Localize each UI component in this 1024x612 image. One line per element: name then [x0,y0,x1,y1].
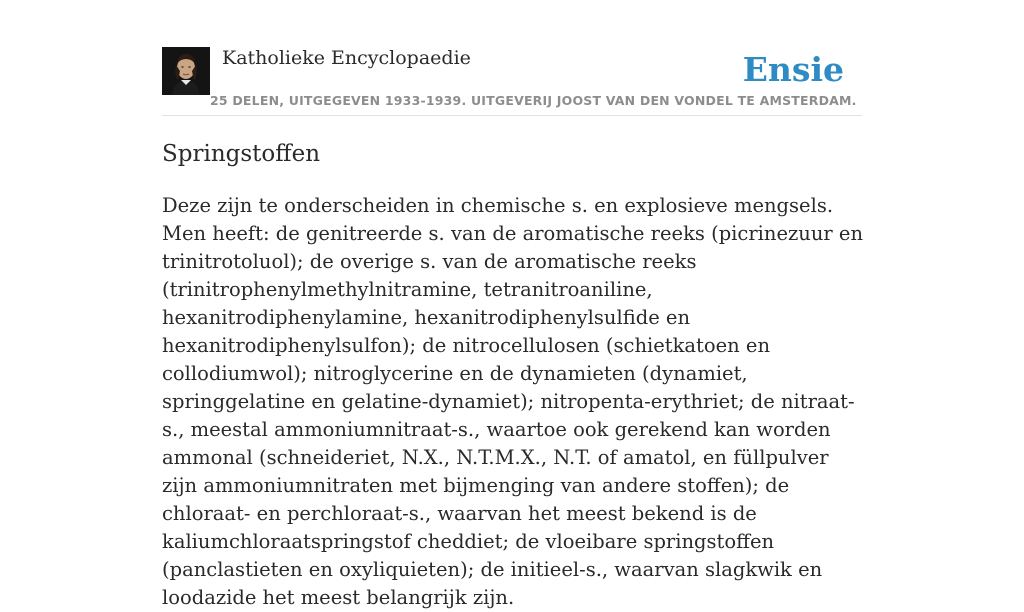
portrait-avatar-icon[interactable] [162,47,210,95]
source-title[interactable]: Katholieke Encyclopaedie [222,47,471,69]
brand-logo-link[interactable]: Ensie [742,50,844,89]
article-body: Deze zijn te onderscheiden in chemische s. en explosieve mengsels. Men heeft: de genitreerde s. van de aromatische reeks (picrinezuur en trinitrotoluol); de overige s. van de aromatische reeks (trinitrophenylmethylnitramine, tetranitroaniline, hexanitrodiphenylamine, hexanitrodiphenylsulfide en hexanitrodiphenylsulfon); de nitrocellulosen (schietkatoen en collodiumwol); nitroglycerine en de dynamieten (dynamiet, springgelatine en gelatine-dynamiet); nitropenta-erythriet; de nitraat-s., meestal ammoniumnitraat-s., waartoe ook gerekend kan worden ammonal (schneideriet, N.X., N.T.M.X., N.T. of amatol, en füllpulver zijn ammoniumnitraten met bijmenging van andere stoffen); de chloraat- en perchloraat-s., waarvan het meest bekend is de kaliumchloraatspringstof cheddiet; de vloeibare springstoffen (panclastieten en oxyliquieten); de initieel-s., waarvan slagkwik en loodazide het meest belangrijk zijn. [162,194,864,609]
source-header [162,44,862,116]
source-subtitle: 25 DELEN, UITGEGEVEN 1933-1939. UITGEVERIJ JOOST VAN DEN VONDEL TE AMSTERDAM. [210,93,857,108]
article [162,138,867,612]
article-title: Springstoffen [162,141,321,167]
